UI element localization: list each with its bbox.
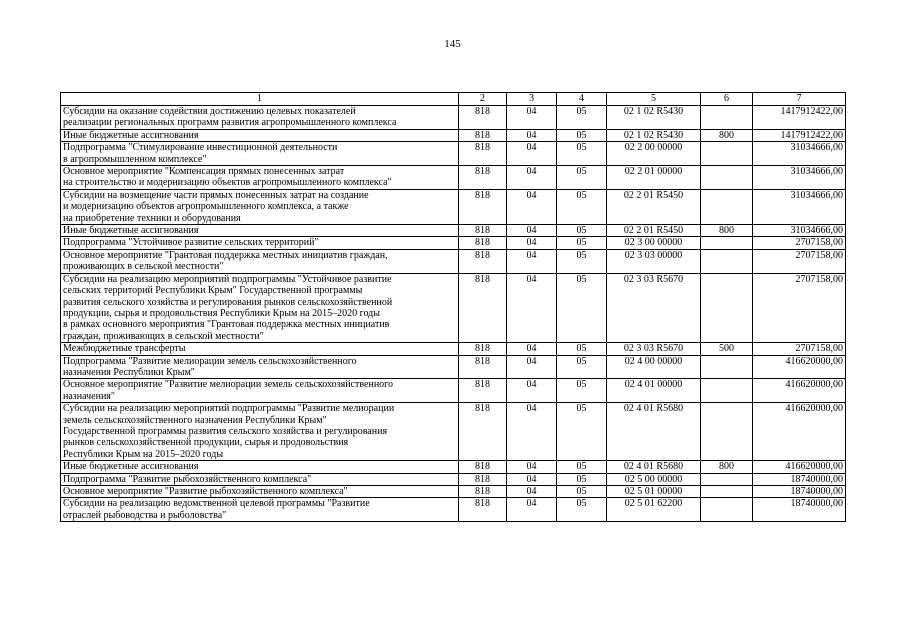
row-subsection-cell: 05 xyxy=(557,486,607,498)
row-expense-type-cell: 500 xyxy=(701,343,753,355)
row-section-cell: 04 xyxy=(507,403,557,461)
row-name-cell: Субсидии на реализацию мероприятий подпрограммы "Развитие мелиорации земель сельскохозяйственного назначения Республики Крым" Государственной программы развития сельского хозяйства и регулирования рынков сельскохозяйственной продукции, сырья и продовольствия Республики Крым на 2015–2020 годы xyxy=(61,403,459,461)
row-amount-cell: 31034666,00 xyxy=(753,142,846,166)
table-body xyxy=(61,106,846,522)
row-code-cell: 818 xyxy=(459,461,507,473)
row-subsection-cell: 05 xyxy=(557,379,607,403)
row-subsection-cell: 05 xyxy=(557,403,607,461)
row-subsection-cell: 05 xyxy=(557,106,607,130)
row-target-cell: 02 3 03 R5670 xyxy=(607,343,701,355)
row-name-cell: Основное мероприятие "Развитие рыбохозяйственного комплекса" xyxy=(61,486,459,498)
row-amount-cell: 18740000,00 xyxy=(753,498,846,522)
row-target-cell: 02 1 02 R5430 xyxy=(607,129,701,141)
row-amount-cell: 2707158,00 xyxy=(753,249,846,273)
row-expense-type-cell xyxy=(701,498,753,522)
row-name-cell: Иные бюджетные ассигнования xyxy=(61,129,459,141)
row-code-cell: 818 xyxy=(459,273,507,342)
row-name-cell: Субсидии на реализацию мероприятий подпрограммы "Устойчивое развитие сельских территорий Республики Крым" Государственной программы развития сельского хозяйства и регулирования рынков сельскохозяйственной продукции, сырья и продовольствия Республики Крым на 2015–2020 годы в рамках основного мероприятия "Грантовая поддержка местных инициатив граждан, проживающих в сельской местности" xyxy=(61,273,459,342)
table-row xyxy=(61,106,846,130)
row-target-cell: 02 4 01 R5680 xyxy=(607,461,701,473)
table-row xyxy=(61,166,846,190)
row-name-cell: Субсидии на возмещение части прямых понесенных затрат на создание и модернизацию объектов агропромышленного комплекса, а также на приобретение техники и оборудования xyxy=(61,189,459,224)
row-code-cell: 818 xyxy=(459,473,507,485)
table-row xyxy=(61,129,846,141)
table-row xyxy=(61,142,846,166)
row-target-cell: 02 2 01 00000 xyxy=(607,166,701,190)
row-section-cell: 04 xyxy=(507,355,557,379)
row-expense-type-cell xyxy=(701,166,753,190)
row-code-cell: 818 xyxy=(459,129,507,141)
column-header: 6 xyxy=(701,93,753,106)
table-row xyxy=(61,273,846,342)
row-code-cell: 818 xyxy=(459,225,507,237)
row-amount-cell: 18740000,00 xyxy=(753,486,846,498)
row-name-cell: Иные бюджетные ассигнования xyxy=(61,225,459,237)
row-name-cell: Основное мероприятие "Компенсация прямых понесенных затрат на строительство и модернизацию объектов агропромышленного комплекса" xyxy=(61,166,459,190)
row-section-cell: 04 xyxy=(507,225,557,237)
row-subsection-cell: 05 xyxy=(557,355,607,379)
row-target-cell: 02 4 00 00000 xyxy=(607,355,701,379)
column-header: 5 xyxy=(607,93,701,106)
column-header: 1 xyxy=(61,93,459,106)
row-section-cell: 04 xyxy=(507,273,557,342)
row-subsection-cell: 05 xyxy=(557,473,607,485)
row-amount-cell: 2707158,00 xyxy=(753,273,846,342)
row-section-cell: 04 xyxy=(507,142,557,166)
row-amount-cell: 1417912422,00 xyxy=(753,129,846,141)
row-section-cell: 04 xyxy=(507,129,557,141)
row-section-cell: 04 xyxy=(507,461,557,473)
row-target-cell: 02 5 01 00000 xyxy=(607,486,701,498)
row-section-cell: 04 xyxy=(507,379,557,403)
row-expense-type-cell: 800 xyxy=(701,225,753,237)
table-row xyxy=(61,237,846,249)
row-code-cell: 818 xyxy=(459,189,507,224)
row-code-cell: 818 xyxy=(459,343,507,355)
row-target-cell: 02 5 00 00000 xyxy=(607,473,701,485)
row-expense-type-cell xyxy=(701,142,753,166)
row-expense-type-cell xyxy=(701,249,753,273)
table-row xyxy=(61,403,846,461)
row-name-cell: Субсидии на реализацию ведомственной целевой программы "Развитие отраслей рыбоводства и рыболовства" xyxy=(61,498,459,522)
row-expense-type-cell xyxy=(701,237,753,249)
table-row xyxy=(61,355,846,379)
row-target-cell: 02 5 01 62200 xyxy=(607,498,701,522)
row-target-cell: 02 2 01 R5450 xyxy=(607,189,701,224)
column-header: 7 xyxy=(753,93,846,106)
row-name-cell: Подпрограмма "Стимулирование инвестиционной деятельности в агропромышленном комплексе" xyxy=(61,142,459,166)
table-row xyxy=(61,225,846,237)
row-subsection-cell: 05 xyxy=(557,249,607,273)
row-code-cell: 818 xyxy=(459,486,507,498)
row-target-cell: 02 4 01 00000 xyxy=(607,379,701,403)
row-subsection-cell: 05 xyxy=(557,237,607,249)
row-amount-cell: 31034666,00 xyxy=(753,166,846,190)
row-name-cell: Подпрограмма "Развитие рыбохозяйственного комплекса" xyxy=(61,473,459,485)
row-target-cell: 02 4 01 R5680 xyxy=(607,403,701,461)
table-row xyxy=(61,249,846,273)
table-row xyxy=(61,486,846,498)
table-row xyxy=(61,498,846,522)
row-name-cell: Основное мероприятие "Грантовая поддержка местных инициатив граждан, проживающих в сельской местности" xyxy=(61,249,459,273)
row-subsection-cell: 05 xyxy=(557,189,607,224)
column-header: 3 xyxy=(507,93,557,106)
row-amount-cell: 31034666,00 xyxy=(753,189,846,224)
row-section-cell: 04 xyxy=(507,343,557,355)
row-subsection-cell: 05 xyxy=(557,129,607,141)
row-expense-type-cell: 800 xyxy=(701,129,753,141)
table-row xyxy=(61,461,846,473)
row-section-cell: 04 xyxy=(507,498,557,522)
row-subsection-cell: 05 xyxy=(557,273,607,342)
row-code-cell: 818 xyxy=(459,379,507,403)
row-section-cell: 04 xyxy=(507,106,557,130)
row-section-cell: 04 xyxy=(507,189,557,224)
row-section-cell: 04 xyxy=(507,473,557,485)
row-expense-type-cell: 800 xyxy=(701,461,753,473)
row-subsection-cell: 05 xyxy=(557,461,607,473)
row-amount-cell: 1417912422,00 xyxy=(753,106,846,130)
row-subsection-cell: 05 xyxy=(557,498,607,522)
row-expense-type-cell xyxy=(701,273,753,342)
column-header: 4 xyxy=(557,93,607,106)
row-target-cell: 02 3 03 R5670 xyxy=(607,273,701,342)
table-row xyxy=(61,379,846,403)
row-amount-cell: 2707158,00 xyxy=(753,343,846,355)
row-expense-type-cell xyxy=(701,473,753,485)
budget-table xyxy=(60,92,846,522)
row-name-cell: Подпрограмма "Развитие мелиорации земель сельскохозяйственного назначения Республики Крым" xyxy=(61,355,459,379)
table-row xyxy=(61,343,846,355)
row-name-cell: Межбюджетные трансферты xyxy=(61,343,459,355)
row-name-cell: Основное мероприятие "Развитие мелиорации земель сельскохозяйственного назначения" xyxy=(61,379,459,403)
page-number: 145 xyxy=(444,38,461,50)
row-subsection-cell: 05 xyxy=(557,225,607,237)
row-expense-type-cell xyxy=(701,355,753,379)
row-subsection-cell: 05 xyxy=(557,166,607,190)
row-expense-type-cell xyxy=(701,403,753,461)
row-target-cell: 02 3 00 00000 xyxy=(607,237,701,249)
row-name-cell: Субсидии на оказание содействия достижению целевых показателей реализации региональных программ развития агропромышленного комплекса xyxy=(61,106,459,130)
row-amount-cell: 416620000,00 xyxy=(753,403,846,461)
row-amount-cell: 31034666,00 xyxy=(753,225,846,237)
header-row xyxy=(61,93,846,106)
row-target-cell: 02 3 03 00000 xyxy=(607,249,701,273)
column-header: 2 xyxy=(459,93,507,106)
row-subsection-cell: 05 xyxy=(557,142,607,166)
row-code-cell: 818 xyxy=(459,237,507,249)
row-amount-cell: 2707158,00 xyxy=(753,237,846,249)
row-code-cell: 818 xyxy=(459,355,507,379)
row-section-cell: 04 xyxy=(507,486,557,498)
row-name-cell: Иные бюджетные ассигнования xyxy=(61,461,459,473)
row-expense-type-cell xyxy=(701,189,753,224)
row-code-cell: 818 xyxy=(459,106,507,130)
row-target-cell: 02 2 00 00000 xyxy=(607,142,701,166)
row-section-cell: 04 xyxy=(507,237,557,249)
row-expense-type-cell xyxy=(701,106,753,130)
row-subsection-cell: 05 xyxy=(557,343,607,355)
row-section-cell: 04 xyxy=(507,249,557,273)
row-expense-type-cell xyxy=(701,379,753,403)
row-amount-cell: 416620000,00 xyxy=(753,379,846,403)
row-amount-cell: 18740000,00 xyxy=(753,473,846,485)
row-code-cell: 818 xyxy=(459,249,507,273)
table-row xyxy=(61,189,846,224)
row-expense-type-cell xyxy=(701,486,753,498)
row-amount-cell: 416620000,00 xyxy=(753,355,846,379)
row-code-cell: 818 xyxy=(459,403,507,461)
row-code-cell: 818 xyxy=(459,142,507,166)
row-amount-cell: 416620000,00 xyxy=(753,461,846,473)
row-section-cell: 04 xyxy=(507,166,557,190)
row-target-cell: 02 1 02 R5430 xyxy=(607,106,701,130)
row-name-cell: Подпрограмма "Устойчивое развитие сельских территорий" xyxy=(61,237,459,249)
row-target-cell: 02 2 01 R5450 xyxy=(607,225,701,237)
table-row xyxy=(61,473,846,485)
row-code-cell: 818 xyxy=(459,166,507,190)
row-code-cell: 818 xyxy=(459,498,507,522)
